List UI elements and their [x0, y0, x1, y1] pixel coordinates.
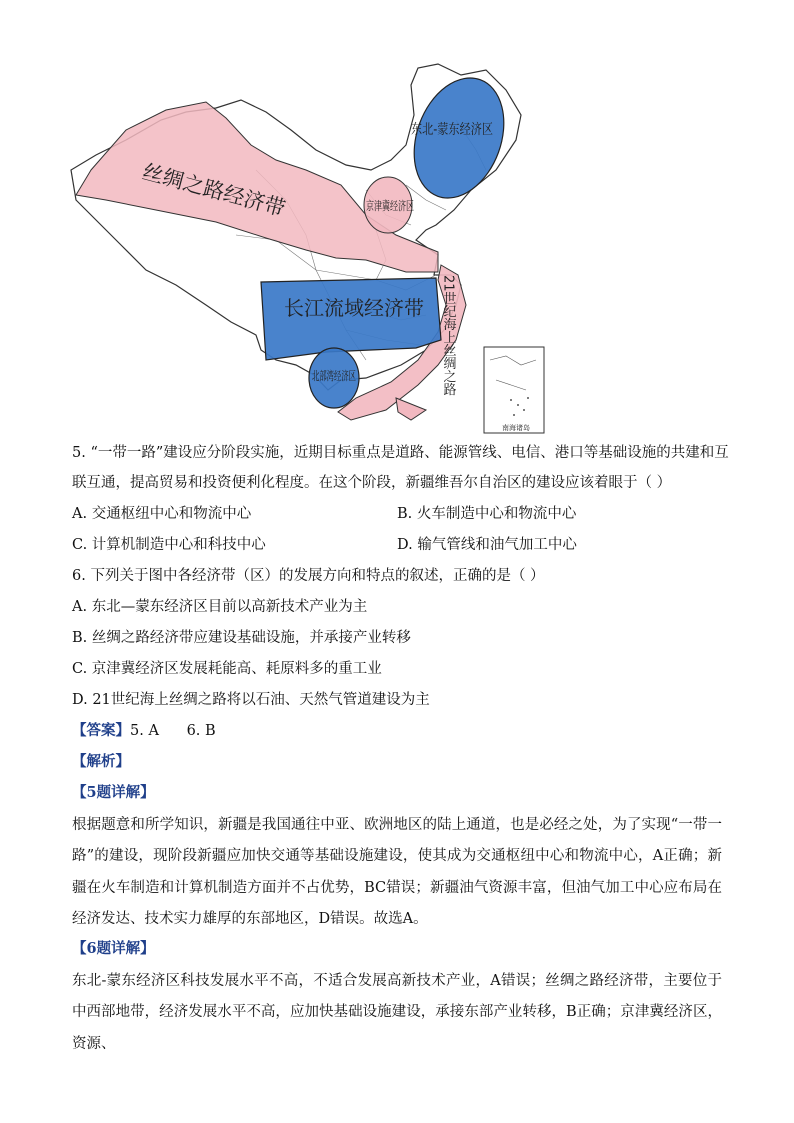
- q6-stem: 6. 下列关于图中各经济带（区）的发展方向和特点的叙述，正确的是（ ）: [72, 568, 545, 584]
- detail6-tag: 【6题详解】: [72, 940, 155, 957]
- q5-stem-line1: 5. “一带一路”建设应分阶段实施，近期目标重点是道路、能源管线、电信、港口等基础设施的共建和互: [72, 445, 729, 461]
- q5-option-a: A. 交通枢纽中心和物流中心: [72, 506, 252, 522]
- jingjinji-label: 京津冀经济区: [366, 199, 439, 213]
- answer-line: [72, 721, 216, 741]
- yangtze-label: 长江流域经济带: [284, 296, 424, 320]
- q5-option-b: B. 火车制造中心和物流中心: [397, 506, 577, 522]
- q5-option-d: D. 输气管线和油气加工中心: [397, 537, 577, 553]
- analysis-tag: [72, 752, 130, 772]
- detail5-heading: [72, 783, 155, 803]
- south-sea-inset: [484, 347, 544, 433]
- china-economic-zones-map: [66, 60, 556, 435]
- detail6-heading: [72, 939, 155, 959]
- q6-option-a: A. 东北—蒙东经济区目前以高新技术产业为主: [72, 599, 368, 615]
- answer-text: 5. A 6. B: [130, 723, 216, 739]
- answer-tag: 【答案】: [72, 722, 130, 739]
- q5-stem-line2: 联互通，提高贸易和投资便利化程度。在这个阶段，新疆维吾尔自治区的建设应该着眼于（ ）: [72, 475, 672, 491]
- q6-option-c: C. 京津冀经济区发展耗能高、耗原料多的重工业: [72, 661, 382, 677]
- detail5-tag: 【5题详解】: [72, 784, 155, 801]
- northeast-label: 东北-蒙东经济区: [411, 122, 515, 138]
- analysis-tag-text: 【解析】: [72, 753, 130, 770]
- detail5-paragraph: 根据题意和所学知识，新疆是我国通往中亚、欧洲地区的陆上通道，也是必经之处，为了实现“一带一路”的建设，现阶段新疆应加快交通等基础设施建设，使其成为交通枢纽中心和物流中心，A正确；新疆在火车制造和计算机制造方面并不占优势，BC错误；新疆油气资源丰富，但油气加工中心应布局在经济发达、技术实力雄厚的东部地区，D错误。故选A。: [72, 817, 722, 927]
- q6-option-b: B. 丝绸之路经济带应建设基础设施，并承接产业转移: [72, 630, 411, 646]
- inset-label: 南海诸岛: [502, 424, 530, 432]
- detail6-paragraph: 东北-蒙东经济区科技发展水平不高，不适合发展高新技术产业，A错误；丝绸之路经济带，主要位于中西部地带，经济发展水平不高，应加快基础设施建设，承接东部产业转移，B正确；京津冀经济区，资源、: [72, 973, 722, 1052]
- silk-road-label: 丝绸之路经济带: [139, 159, 288, 221]
- q5-option-c: C. 计算机制造中心和科技中心: [72, 537, 266, 553]
- maritime-arrow-icon: [396, 398, 426, 420]
- maritime-label: 21世纪海上丝绸之路: [440, 275, 456, 396]
- beibu-label: 北部湾经济区: [312, 369, 385, 383]
- q6-option-d: D. 21世纪海上丝绸之路将以石油、天然气管道建设为主: [72, 692, 430, 708]
